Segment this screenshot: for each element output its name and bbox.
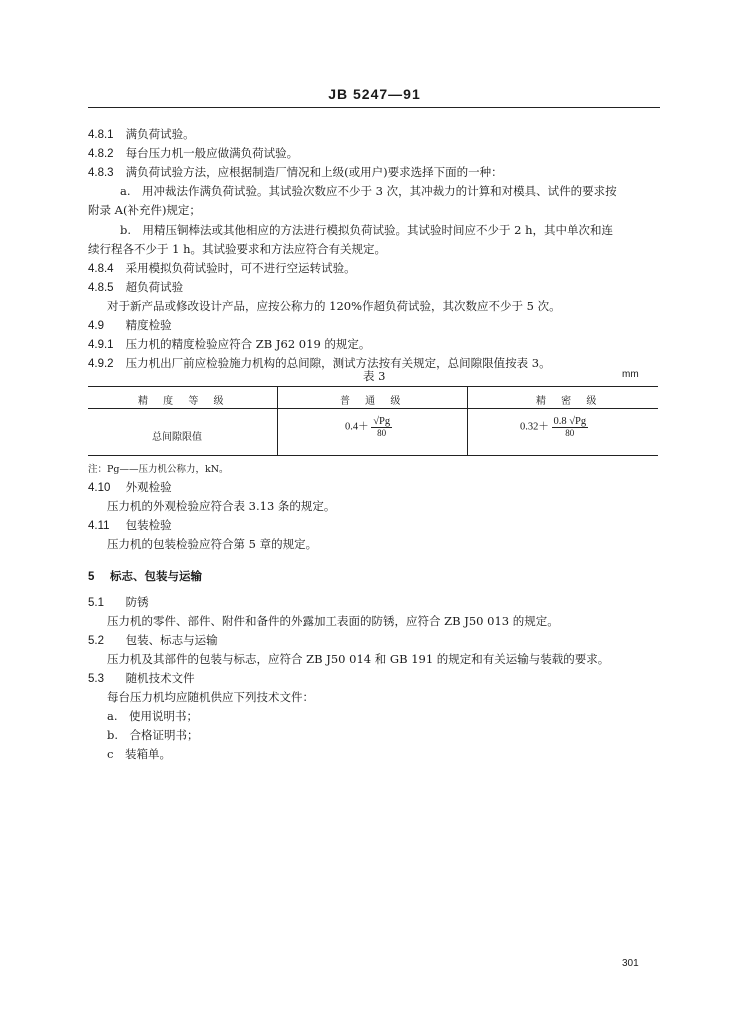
section-body: 每台压力机均应随机供应下列技术文件： [107, 690, 314, 704]
item-b-line2: 续行程各不少于 1 h。其试验要求和方法应符合有关规定。 [88, 242, 387, 256]
section-text: 精度检验 [125, 318, 172, 332]
table-header-grade: 精 度 等 级 [138, 396, 230, 407]
section-text: 压力机的精度检验应符合 ZB J62 019 的规定。 [125, 337, 371, 351]
section-number: 5 [88, 571, 95, 583]
section-number: 5.3 [88, 673, 104, 685]
section-4-11 [88, 517, 172, 533]
section-text: 采用模拟负荷试验时，可不进行空运转试验。 [125, 261, 356, 275]
table-note: 注：Pg——压力机公称力，kN。 [88, 464, 229, 475]
chapter-5-heading [88, 568, 202, 584]
section-body: 压力机的零件、部件、附件和备件的外露加工表面的防锈，应符合 ZB J50 013 的规定。 [107, 614, 559, 628]
item-a-line1: a. 用冲裁法作满负荷试验。其试验次数应不少于 3 次，其冲裁力的计算和对模具、试件的要求按 [120, 184, 617, 198]
section-5-1 [88, 594, 149, 610]
section-number: 4.8.4 [88, 263, 114, 275]
formula-numerator: 0.8 √Pg [553, 416, 587, 427]
section-text: 防锈 [125, 595, 149, 609]
section-number: 4.11 [88, 520, 110, 532]
formula-numerator: √Pg [373, 416, 391, 427]
section-number: 4.9 [88, 320, 104, 332]
section-text: 超负荷试验 [125, 280, 184, 294]
section-number: 5.1 [88, 597, 104, 609]
table-header-normal: 普 通 级 [340, 396, 407, 407]
section-number: 5.2 [88, 635, 104, 647]
list-item: b. 合格证明书； [107, 728, 199, 742]
section-4-9-1 [88, 336, 370, 352]
section-number: 4.8.3 [88, 167, 114, 179]
section-body: 对于新产品或修改设计产品，应按公称力的 120%作超负荷试验，其次数应不少于 5 次。 [107, 299, 561, 313]
table-col-divider [277, 387, 278, 455]
page-number: 301 [622, 958, 639, 969]
section-number: 4.9.1 [88, 339, 114, 351]
formula-normal [345, 416, 392, 438]
section-number: 4.9.2 [88, 358, 114, 370]
section-4-8-3 [88, 164, 503, 180]
section-5-3 [88, 670, 195, 686]
section-4-8-4 [88, 260, 356, 276]
item-b-line1: b. 用精压铜棒法或其他相应的方法进行模拟负荷试验。其试验时间应不少于 2 h，其中单次和连 [120, 223, 614, 237]
table-row-label: 总间隙限值 [152, 432, 202, 443]
section-4-10 [88, 479, 172, 495]
section-4-8-2 [88, 145, 298, 161]
section-number: 4.8.2 [88, 148, 114, 160]
item-a-line2: 附录 A(补充件)规定； [88, 203, 201, 217]
formula-prefix: 0.4＋ [345, 421, 369, 433]
table-top-rule [88, 386, 658, 387]
table-header-precise: 精 密 级 [536, 396, 603, 407]
formula-prefix: 0.32＋ [520, 421, 549, 433]
table-bottom-rule [88, 455, 658, 456]
section-text: 标志、包装与运输 [110, 569, 203, 583]
section-text: 外观检验 [125, 480, 172, 494]
section-text: 压力机出厂前应检验施力机构的总间隙，测试方法按有关规定，总间隙限值按表 3。 [125, 356, 551, 370]
table-caption: 表 3 [363, 369, 386, 383]
section-body: 压力机及其部件的包装与标志，应符合 ZB J50 014 和 GB 191 的规定和有关运输与装载的要求。 [107, 652, 610, 666]
section-4-9-2 [88, 355, 551, 371]
table-header-rule [88, 408, 658, 409]
document-code: JB 5247—91 [328, 86, 421, 102]
section-body: 压力机的包装检验应符合第 5 章的规定。 [107, 537, 318, 551]
list-item: c 装箱单。 [107, 747, 171, 761]
section-text: 每台压力机一般应做满负荷试验。 [125, 146, 299, 160]
section-4-8-5 [88, 279, 183, 295]
section-text: 随机技术文件 [125, 671, 195, 685]
section-number: 4.8.1 [88, 129, 114, 141]
section-4-9 [88, 317, 172, 333]
header-divider [88, 107, 660, 108]
table-unit: mm [622, 369, 639, 380]
section-number: 4.8.5 [88, 282, 114, 294]
section-5-2 [88, 632, 218, 648]
list-item: a. 使用说明书； [107, 709, 199, 723]
table-col-divider [467, 387, 468, 455]
section-body: 压力机的外观检验应符合表 3.13 条的规定。 [107, 499, 336, 513]
section-text: 包装检验 [125, 518, 172, 532]
formula-precise [520, 416, 588, 438]
section-text: 包装、标志与运输 [125, 633, 218, 647]
section-number: 4.10 [88, 482, 111, 494]
formula-denominator: 80 [377, 428, 387, 438]
section-text: 满负荷试验。 [125, 127, 195, 141]
formula-denominator: 80 [565, 428, 575, 438]
section-4-8-1 [88, 126, 195, 142]
section-text: 满负荷试验方法，应根据制造厂情况和上级(或用户)要求选择下面的一种： [125, 165, 503, 179]
